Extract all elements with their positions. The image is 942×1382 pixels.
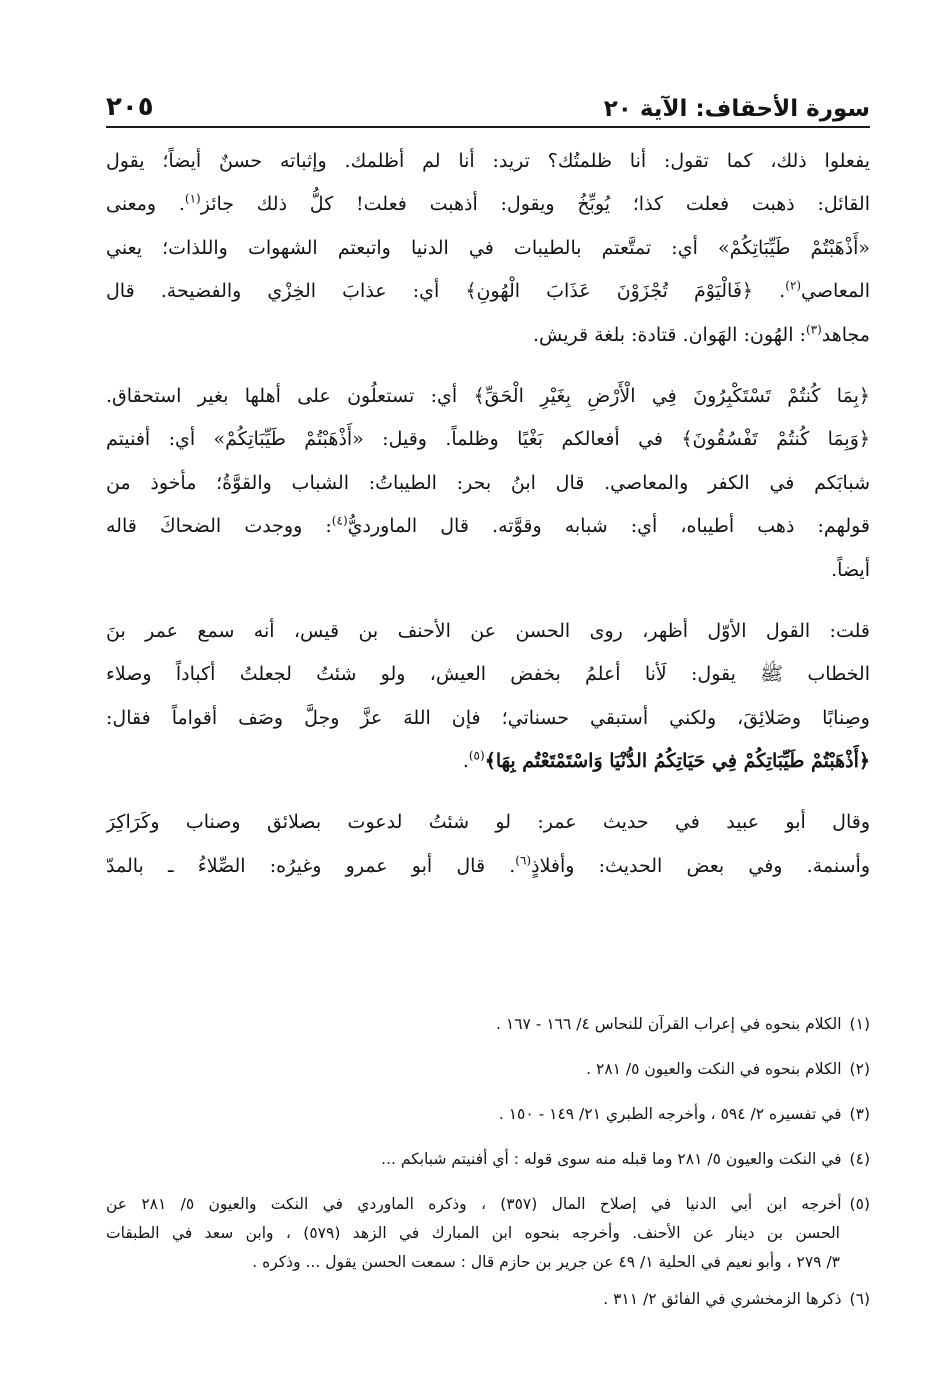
- text-line: ﴿وَبِمَا كُنتُمْ تَفْسُقُونَ﴾ في أفعالكم بَغْيًا وظلماً. وقيل: «أَذْهَبْتُمْ طَيِّبَاتِكُمْ» أي: أفنيتم: [106, 428, 870, 451]
- footnote-ref: (٤): [331, 513, 348, 528]
- text-line: ﴿بِمَا كُنتُمْ تَسْتَكْبِرُونَ فِي الْأَرْضِ بِغَيْرِ الْحَقِّ﴾ أي: تستعلُون على أهلها بغير استحقاق.: [106, 384, 870, 407]
- text-line: أيضاً.: [831, 558, 870, 581]
- page-number: ٢٠٥: [106, 92, 154, 122]
- text-line: [106, 270, 870, 313]
- footnote-number: (٢): [849, 1060, 870, 1078]
- text-line: [106, 183, 870, 226]
- footnote-text: الكلام بنحوه في إعراب القرآن للنحاس ٤/ ١٦٦ - ١٦٧ .: [496, 1015, 842, 1033]
- text-segment: .: [462, 750, 469, 773]
- text-segment: . قال أبو عمرو وغيرُه: الصِّلاءُ ـ بالمدّ: [106, 854, 516, 877]
- text-segment: المعاصي: [801, 280, 870, 303]
- paragraph-2: [106, 375, 870, 592]
- chapter-title: سورة الأحقاف: الآية ٢٠: [603, 96, 870, 122]
- quran-quote: ﴿أَذْهَبْتُمْ طَيِّبَاتِكُمْ فِي حَيَاتِكُمُ الدُّنْيَا وَاسْتَمْتَعْتُم بِهَا﴾: [484, 750, 870, 773]
- text-line: شبابَكم في الكفر والمعاصي. قال ابنُ بحر: الطيباتُ: الشباب والقوَّةُ؛ مأخوذ من: [106, 471, 870, 494]
- text-line: الخطاب ﷺ يقول: لَأنا أعلمُ بخفض العيش، ولو شئتُ لجعلتُ أكباداً وصلاء: [106, 663, 870, 686]
- text-segment: : الهُون: الهَوان. قتادة: بلغة قريش.: [532, 323, 806, 346]
- paragraph-1: [106, 140, 870, 357]
- text-segment: مجاهد: [821, 323, 870, 346]
- footnote-line: [106, 1219, 870, 1248]
- paragraph-4: [106, 801, 870, 888]
- paragraph-3: [106, 610, 870, 784]
- footnote-text: أخرجه ابن أبي الدنيا في إصلاح المال (٣٥٧) ، وذكره الماوردي في النكت والعيون ٥/ ٢٨١ عن: [106, 1195, 842, 1213]
- text-line: [106, 740, 870, 783]
- text-segment: القائل: ذهبت فعلت كذا؛ يُوبِّخُ ويقول: أذهبت فعلت! كلُّ ذلك جائز: [200, 193, 870, 216]
- footnote-3: [106, 1100, 870, 1129]
- footnote-text: الكلام بنحوه في النكت والعيون ٥/ ٢٨١ .: [586, 1060, 842, 1078]
- footnote-number: (١): [849, 1015, 870, 1033]
- text-segment: وأسنمة. وفي بعض الحديث: وأفلاذٍ: [531, 854, 870, 877]
- footnote-line: [106, 1190, 870, 1219]
- footnote-number: (٤): [849, 1150, 870, 1168]
- footnote-5: [106, 1190, 870, 1277]
- text-segment: . ﴿فَالْيَوْمَ تُجْزَوْنَ عَذَابَ الْهُونِ﴾ أي: عذابَ الخِزْي والفضيحة. قال: [106, 280, 786, 303]
- footnote-4: [106, 1145, 870, 1174]
- footnote-number: (٣): [849, 1105, 870, 1123]
- footnote-ref: (٥): [468, 748, 485, 763]
- text-segment: . ومعنى: [106, 193, 185, 216]
- main-text: [106, 140, 870, 906]
- footnote-ref: (١): [184, 192, 201, 207]
- text-line: وقال أبو عبيد في حديث عمر: لو شئتُ لدعوت بصلائق وصناب وكَرَاكِرَ: [106, 811, 870, 834]
- footnotes: [106, 1010, 870, 1314]
- footnote-text: ٣/ ٢٧٩ ، وأبو نعيم في الحلية ١/ ٤٩ عن جرير بن حازم قال : سمعت الحسن يقول ... وذكره .: [252, 1253, 840, 1271]
- text-segment: قولهم: ذهب أطيباه، أي: شبابه وقوَّته. قال الماورديُّ: [347, 515, 870, 538]
- text-line: قلت: القول الأوّل أظهر، روى الحسن عن الأحنف بن قيس، أنه سمع عمر بنَ: [106, 619, 870, 642]
- footnote-text: في النكت والعيون ٥/ ٢٨١ وما قبله منه سوى قوله : أي أفنيتم شبابكم ...: [381, 1150, 842, 1168]
- page-header: [106, 82, 870, 128]
- footnote-number: (٦): [849, 1290, 870, 1308]
- text-line: «أَذْهَبْتُمْ طَيِّبَاتِكُمْ» أي: تمتَّعتم بالطيبات في الدنيا واتبعتم الشهوات واللذات؛ يعني: [106, 236, 870, 259]
- text-line: يفعلوا ذلك، كما تقول: أنا ظلمتُك؟ تريد: أنا لم أظلمك. وإثباته حسنٌ أيضاً؛ يقول: [106, 150, 870, 172]
- footnote-line: [106, 1248, 870, 1277]
- footnote-text: في تفسيره ٢/ ٥٩٤ ، وأخرجه الطبري ٢١/ ١٤٩ - ١٥٠ .: [498, 1105, 842, 1123]
- footnote-ref: (٢): [785, 278, 802, 293]
- footnote-6: [106, 1285, 870, 1314]
- text-line: [106, 845, 870, 888]
- footnote-ref: (٣): [805, 322, 822, 337]
- footnote-number: (٥): [849, 1195, 870, 1213]
- text-segment: : ووجدت الضحاكَ قاله: [106, 515, 332, 538]
- footnote-2: [106, 1055, 870, 1084]
- text-line: [106, 505, 870, 548]
- footnote-ref: (٦): [515, 853, 532, 868]
- footnote-text: الحسن بن دينار عن الأحنف. وأخرجه بنحوه ابن المبارك في الزهد (٥٧٩) ، وابن سعد في الطبقات: [106, 1224, 840, 1242]
- text-line: وصِنابًا وصَلائِقَ، ولكني أستبقي حسناتي؛ فإن اللهَ عزَّ وجلَّ وصَف أقواماً فقال:: [106, 706, 870, 729]
- footnote-text: ذكرها الزمخشري في الفائق ٢/ ٣١١ .: [603, 1290, 842, 1308]
- footnote-1: [106, 1010, 870, 1039]
- text-line: [106, 314, 870, 357]
